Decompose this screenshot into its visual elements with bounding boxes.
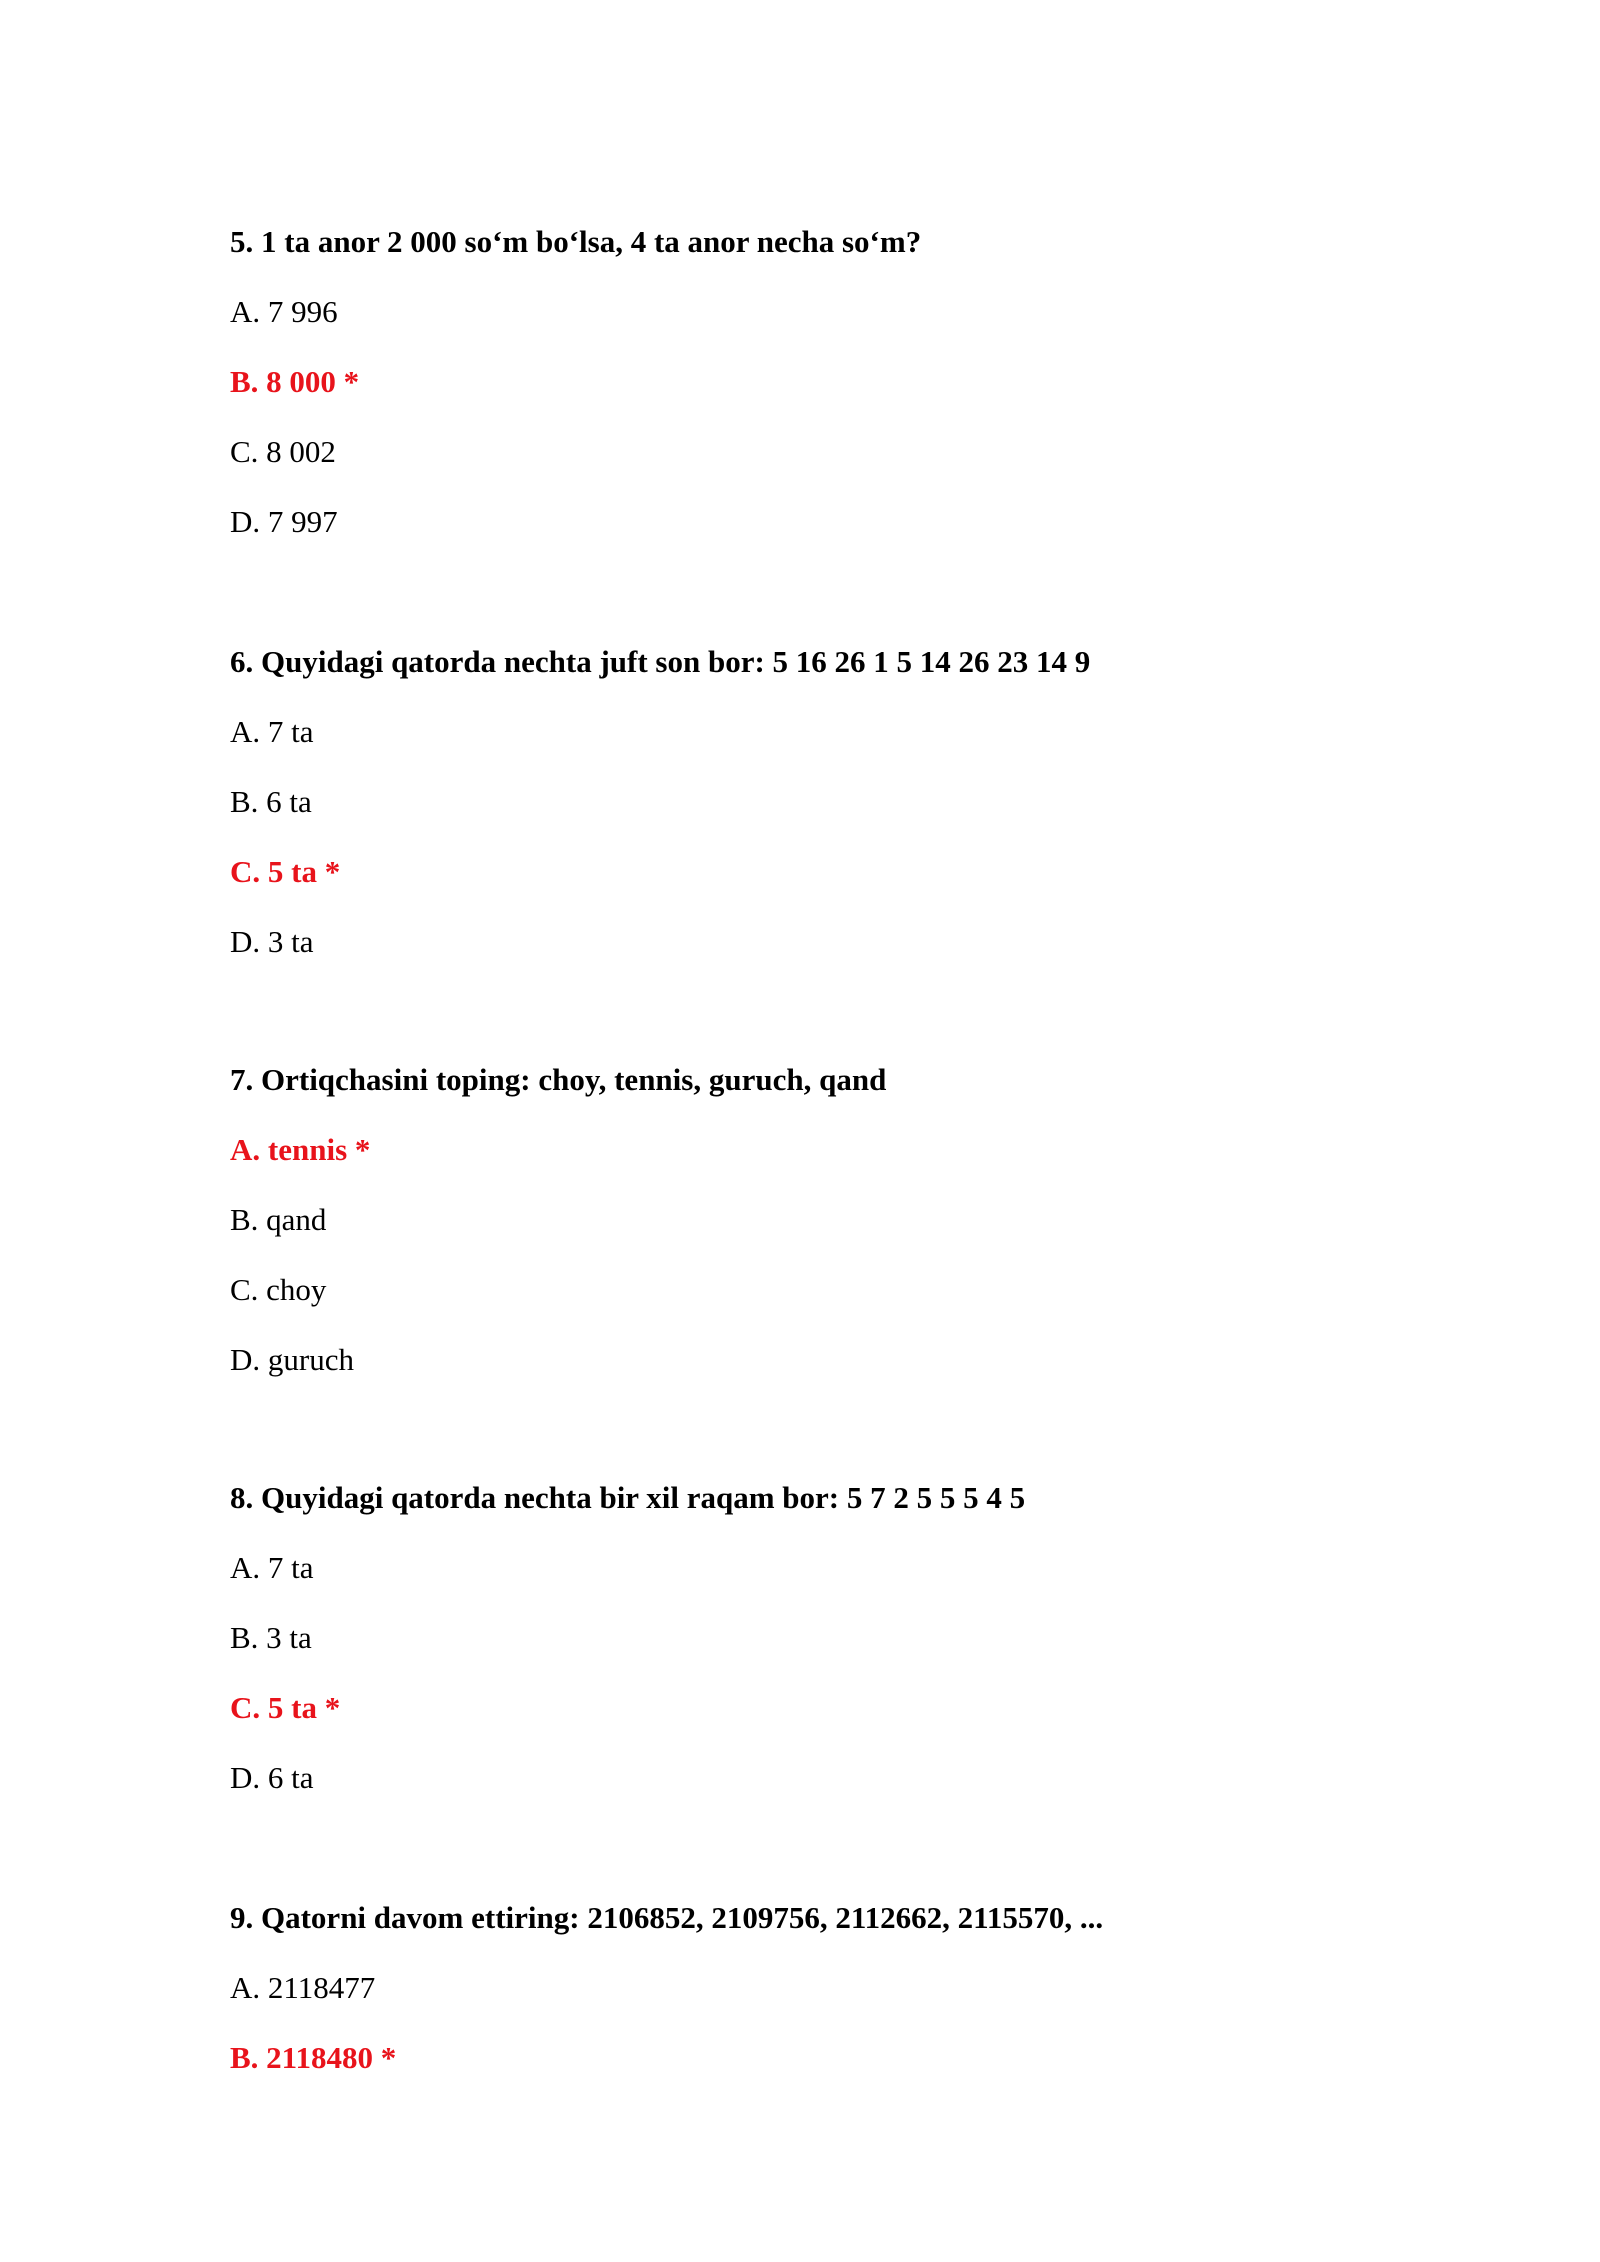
answer-option-b: B. 8 000 * (230, 364, 360, 399)
question-text: 8. Quyidagi qatorda nechta bir xil raqam bor: 5 7 2 5 5 5 4 5 (230, 1480, 1026, 1515)
answer-option-a: A. 7 ta (230, 1550, 314, 1585)
answer-option-b: B. 3 ta (230, 1620, 312, 1655)
answer-option-d: D. 3 ta (230, 924, 314, 959)
answer-option-c: C. 5 ta * (230, 854, 341, 889)
question-text: 6. Quyidagi qatorda nechta juft son bor: 5 16 26 1 5 14 26 23 14 9 (230, 644, 1091, 679)
answer-option-a: A. 2118477 (230, 1970, 376, 2005)
question-text: 7. Ortiqchasini toping: choy, tennis, guruch, qand (230, 1062, 887, 1097)
answer-option-a: A. tennis * (230, 1132, 371, 1167)
answer-option-d: D. 6 ta (230, 1760, 314, 1795)
question-text: 5. 1 ta anor 2 000 so‘m bo‘lsa, 4 ta anor necha so‘m? (230, 224, 922, 259)
answer-option-b: B. qand (230, 1202, 327, 1237)
question-6 (230, 644, 1430, 960)
answer-option-d: D. 7 997 (230, 504, 338, 539)
answer-option-c: C. choy (230, 1272, 327, 1307)
question-5 (230, 224, 1430, 540)
question-9 (230, 1900, 1430, 2076)
answer-option-d: D. guruch (230, 1342, 354, 1377)
question-7 (230, 1062, 1430, 1378)
question-text: 9. Qatorni davom ettiring: 2106852, 2109756, 2112662, 2115570, ... (230, 1900, 1104, 1935)
answer-option-a: A. 7 996 (230, 294, 338, 329)
answer-option-a: A. 7 ta (230, 714, 314, 749)
question-8 (230, 1480, 1430, 1796)
answer-option-b: B. 2118480 * (230, 2040, 397, 2075)
answer-option-b: B. 6 ta (230, 784, 312, 819)
answer-option-c: C. 5 ta * (230, 1690, 341, 1725)
answer-option-c: C. 8 002 (230, 434, 336, 469)
